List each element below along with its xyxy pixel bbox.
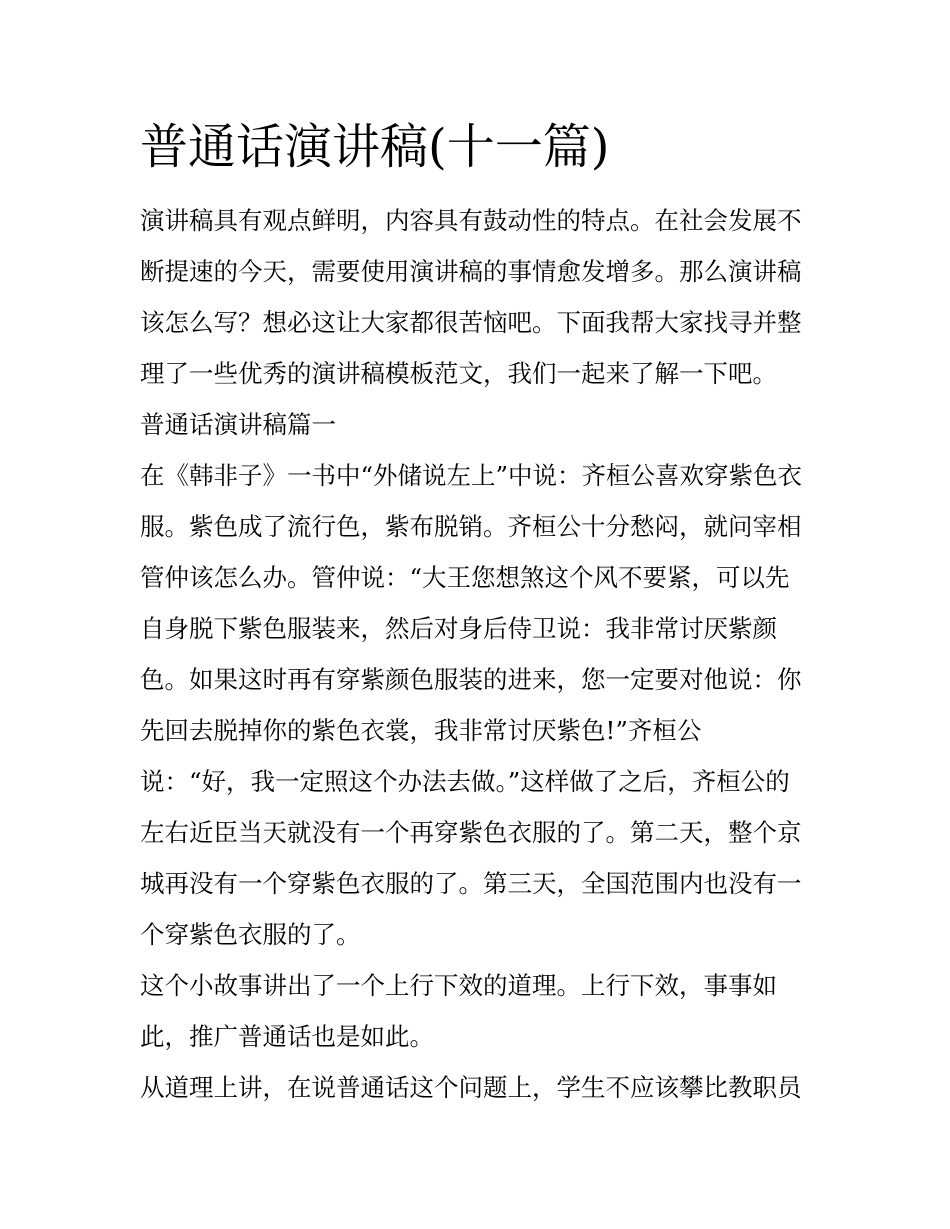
body-line: 色。如果这时再有穿紫颜色服装的进来，您一定要对他说：你 [140, 665, 802, 694]
body-line: 演讲稿具有观点鲜明，内容具有鼓动性的特点。在社会发展不 [140, 206, 802, 235]
body-line: 这个小故事讲出了一个上行下效的道理。上行下效，事事如 [140, 971, 777, 1000]
section-heading: 普通话演讲稿篇一 [140, 410, 336, 439]
body-line: 个穿紫色衣服的了。 [140, 920, 361, 949]
body-line: 从道理上讲，在说普通话这个问题上，学生不应该攀比教职员 [140, 1073, 802, 1102]
body-line: 先回去脱掉你的紫色衣裳，我非常讨厌紫色!”齐桓公 [140, 716, 702, 745]
body-line: 断提速的今天，需要使用演讲稿的事情愈发增多。那么演讲稿 [140, 257, 802, 286]
body-line: 左右近臣当天就没有一个再穿紫色衣服的了。第二天，整个京 [140, 818, 802, 847]
body-line: 管仲该怎么办。管仲说：“大王您想煞这个风不要紧，可以先 [140, 563, 790, 592]
body-line: 自身脱下紫色服装来，然后对身后侍卫说：我非常讨厌紫颜 [140, 614, 777, 643]
document-title: 普通话演讲稿(十一篇) [140, 119, 610, 175]
body-line: 理了一些优秀的演讲稿模板范文，我们一起来了解一下吧。 [140, 359, 777, 388]
body-line: 在《韩非子》一书中“外储说左上”中说：齐桓公喜欢穿紫色衣 [140, 461, 803, 490]
body-line: 服。紫色成了流行色，紫布脱销。齐桓公十分愁闷，就问宰相 [140, 512, 802, 541]
body-line: 该怎么写？想必这让大家都很苦恼吧。下面我帮大家找寻并整 [140, 308, 802, 337]
body-line: 城再没有一个穿紫色衣服的了。第三天，全国范围内也没有一 [140, 869, 802, 898]
body-line: 说：“好，我一定照这个办法去做。”这样做了之后，齐桓公的 [140, 767, 790, 796]
body-line: 此，推广普通话也是如此。 [140, 1022, 434, 1051]
